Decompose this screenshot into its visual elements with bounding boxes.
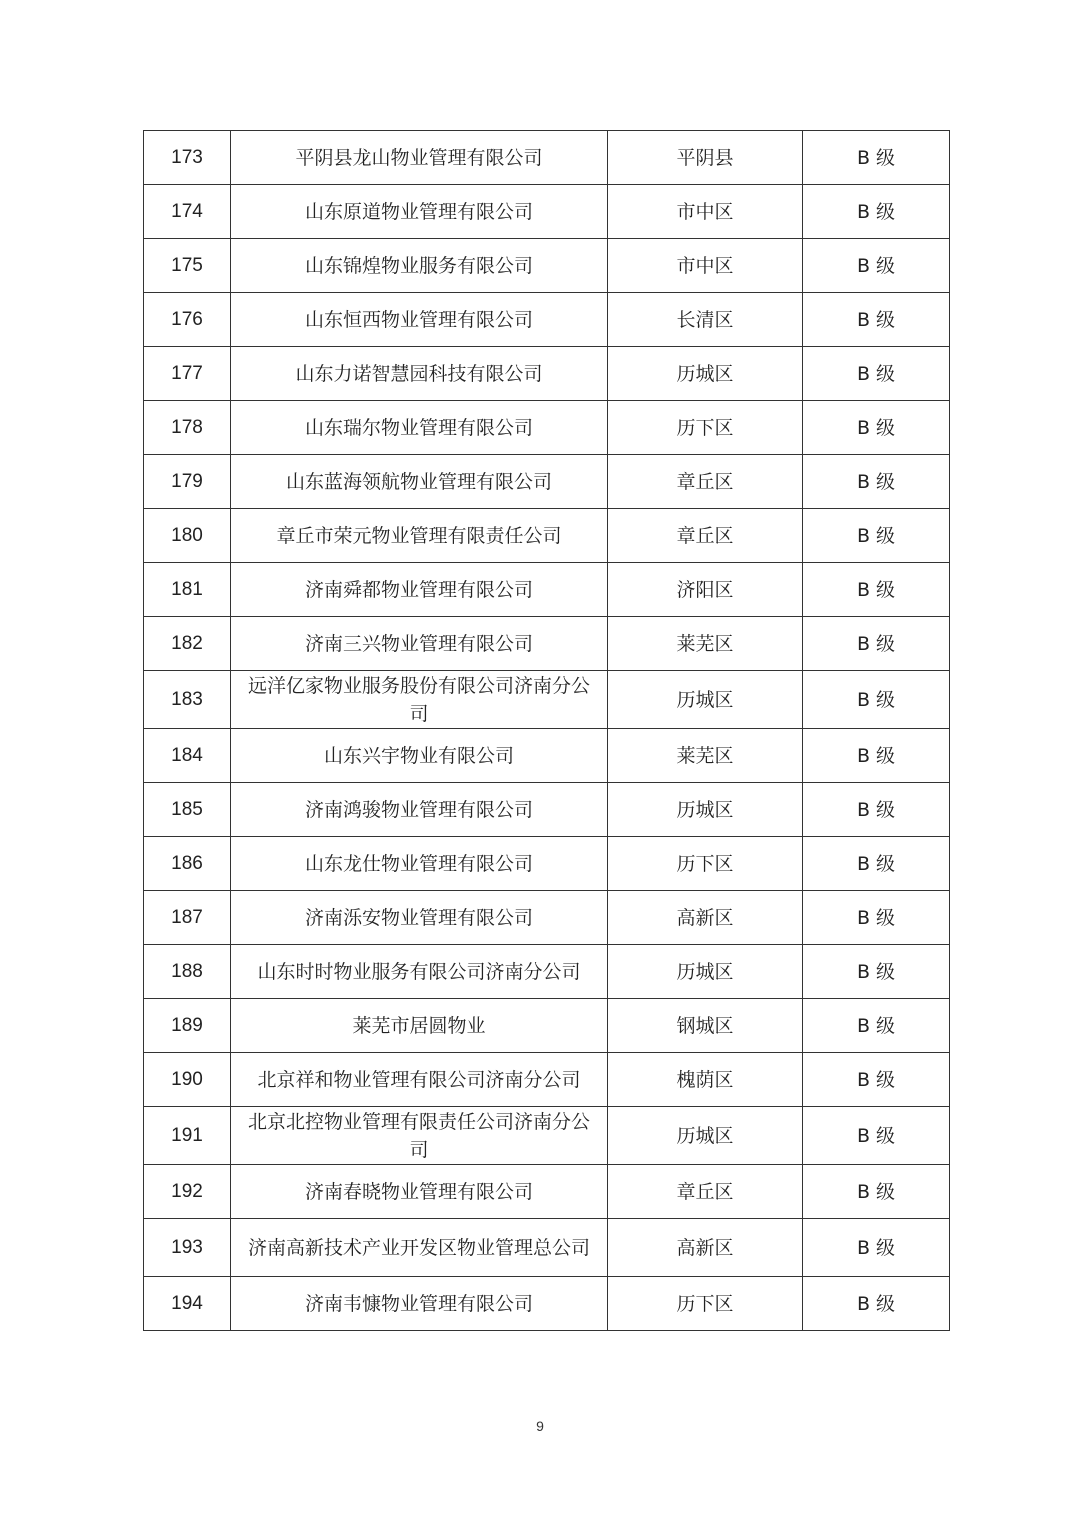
row-number-cell: 186 xyxy=(144,837,231,891)
grade-cell: B 级 xyxy=(803,1053,950,1107)
table-row xyxy=(144,617,950,671)
grade-cell: B 级 xyxy=(803,891,950,945)
district-cell: 历城区 xyxy=(608,671,803,729)
company-name-cell: 平阴县龙山物业管理有限公司 xyxy=(231,131,608,185)
row-number-cell: 178 xyxy=(144,401,231,455)
table-row xyxy=(144,293,950,347)
district-cell: 历下区 xyxy=(608,1277,803,1331)
grade-cell: B 级 xyxy=(803,347,950,401)
row-number-cell: 191 xyxy=(144,1107,231,1165)
table-row xyxy=(144,563,950,617)
company-name-cell: 济南韦慷物业管理有限公司 xyxy=(231,1277,608,1331)
company-name-cell: 济南舜都物业管理有限公司 xyxy=(231,563,608,617)
company-name-cell: 山东龙仕物业管理有限公司 xyxy=(231,837,608,891)
table-row xyxy=(144,1165,950,1219)
table-row xyxy=(144,131,950,185)
grade-cell: B 级 xyxy=(803,239,950,293)
district-cell: 济阳区 xyxy=(608,563,803,617)
table-row xyxy=(144,1053,950,1107)
table-row xyxy=(144,185,950,239)
rating-table xyxy=(143,130,950,1331)
grade-cell: B 级 xyxy=(803,293,950,347)
company-name-cell: 济南鸿骏物业管理有限公司 xyxy=(231,783,608,837)
district-cell: 历城区 xyxy=(608,1107,803,1165)
table-row xyxy=(144,891,950,945)
table-row xyxy=(144,945,950,999)
row-number-cell: 177 xyxy=(144,347,231,401)
district-cell: 高新区 xyxy=(608,891,803,945)
company-name-cell: 济南三兴物业管理有限公司 xyxy=(231,617,608,671)
row-number-cell: 194 xyxy=(144,1277,231,1331)
company-name-cell: 山东时时物业服务有限公司济南分公司 xyxy=(231,945,608,999)
grade-cell: B 级 xyxy=(803,617,950,671)
table-row xyxy=(144,999,950,1053)
table-row xyxy=(144,401,950,455)
table-row xyxy=(144,1107,950,1165)
district-cell: 历城区 xyxy=(608,945,803,999)
company-name-cell: 山东瑞尔物业管理有限公司 xyxy=(231,401,608,455)
district-cell: 市中区 xyxy=(608,185,803,239)
rating-table-body xyxy=(144,131,950,1331)
table-row xyxy=(144,837,950,891)
row-number-cell: 180 xyxy=(144,509,231,563)
district-cell: 市中区 xyxy=(608,239,803,293)
row-number-cell: 190 xyxy=(144,1053,231,1107)
grade-cell: B 级 xyxy=(803,185,950,239)
row-number-cell: 187 xyxy=(144,891,231,945)
grade-cell: B 级 xyxy=(803,509,950,563)
row-number-cell: 183 xyxy=(144,671,231,729)
company-name-cell: 山东原道物业管理有限公司 xyxy=(231,185,608,239)
row-number-cell: 193 xyxy=(144,1219,231,1277)
company-name-cell: 山东蓝海领航物业管理有限公司 xyxy=(231,455,608,509)
grade-cell: B 级 xyxy=(803,945,950,999)
district-cell: 历下区 xyxy=(608,837,803,891)
district-cell: 平阴县 xyxy=(608,131,803,185)
grade-cell: B 级 xyxy=(803,837,950,891)
table-row xyxy=(144,455,950,509)
row-number-cell: 176 xyxy=(144,293,231,347)
table-row xyxy=(144,671,950,729)
company-name-cell: 济南高新技术产业开发区物业管理总公司 xyxy=(231,1219,608,1277)
company-name-cell: 山东兴宇物业有限公司 xyxy=(231,729,608,783)
table-row xyxy=(144,239,950,293)
district-cell: 章丘区 xyxy=(608,1165,803,1219)
row-number-cell: 175 xyxy=(144,239,231,293)
grade-cell: B 级 xyxy=(803,671,950,729)
row-number-cell: 179 xyxy=(144,455,231,509)
district-cell: 莱芜区 xyxy=(608,729,803,783)
grade-cell: B 级 xyxy=(803,401,950,455)
grade-cell: B 级 xyxy=(803,999,950,1053)
district-cell: 历下区 xyxy=(608,401,803,455)
table-row xyxy=(144,347,950,401)
district-cell: 历城区 xyxy=(608,783,803,837)
district-cell: 长清区 xyxy=(608,293,803,347)
row-number-cell: 181 xyxy=(144,563,231,617)
company-name-cell: 山东锦煌物业服务有限公司 xyxy=(231,239,608,293)
grade-cell: B 级 xyxy=(803,1219,950,1277)
company-name-cell: 北京北控物业管理有限责任公司济南分公司 xyxy=(231,1107,608,1165)
row-number-cell: 192 xyxy=(144,1165,231,1219)
table-row xyxy=(144,1277,950,1331)
grade-cell: B 级 xyxy=(803,1277,950,1331)
company-name-cell: 济南泺安物业管理有限公司 xyxy=(231,891,608,945)
grade-cell: B 级 xyxy=(803,1107,950,1165)
row-number-cell: 174 xyxy=(144,185,231,239)
row-number-cell: 173 xyxy=(144,131,231,185)
grade-cell: B 级 xyxy=(803,1165,950,1219)
district-cell: 历城区 xyxy=(608,347,803,401)
rating-table-container xyxy=(143,130,949,1331)
grade-cell: B 级 xyxy=(803,563,950,617)
company-name-cell: 远洋亿家物业服务股份有限公司济南分公司 xyxy=(231,671,608,729)
row-number-cell: 189 xyxy=(144,999,231,1053)
grade-cell: B 级 xyxy=(803,729,950,783)
table-row xyxy=(144,509,950,563)
table-row xyxy=(144,1219,950,1277)
district-cell: 章丘区 xyxy=(608,509,803,563)
row-number-cell: 188 xyxy=(144,945,231,999)
district-cell: 章丘区 xyxy=(608,455,803,509)
company-name-cell: 济南春晓物业管理有限公司 xyxy=(231,1165,608,1219)
table-row xyxy=(144,783,950,837)
district-cell: 槐荫区 xyxy=(608,1053,803,1107)
row-number-cell: 182 xyxy=(144,617,231,671)
grade-cell: B 级 xyxy=(803,783,950,837)
company-name-cell: 莱芜市居圆物业 xyxy=(231,999,608,1053)
page-number: 9 xyxy=(536,1418,544,1434)
district-cell: 钢城区 xyxy=(608,999,803,1053)
district-cell: 高新区 xyxy=(608,1219,803,1277)
company-name-cell: 章丘市荣元物业管理有限责任公司 xyxy=(231,509,608,563)
company-name-cell: 山东恒西物业管理有限公司 xyxy=(231,293,608,347)
company-name-cell: 北京祥和物业管理有限公司济南分公司 xyxy=(231,1053,608,1107)
grade-cell: B 级 xyxy=(803,131,950,185)
row-number-cell: 185 xyxy=(144,783,231,837)
company-name-cell: 山东力诺智慧园科技有限公司 xyxy=(231,347,608,401)
row-number-cell: 184 xyxy=(144,729,231,783)
district-cell: 莱芜区 xyxy=(608,617,803,671)
table-row xyxy=(144,729,950,783)
grade-cell: B 级 xyxy=(803,455,950,509)
